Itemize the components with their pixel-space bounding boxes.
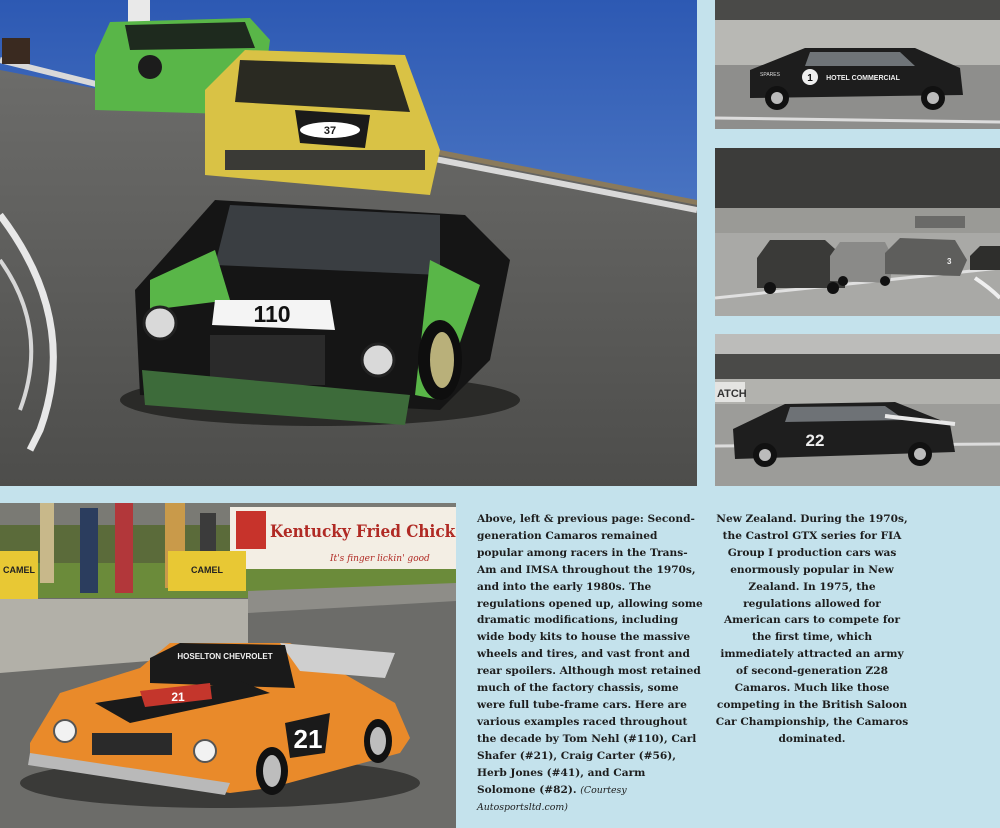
hood-number: 21	[171, 690, 185, 704]
billboard-text: Kentucky Fried Chick	[270, 521, 456, 542]
bw-photo-car-22	[715, 334, 1000, 486]
camel-banner-left	[0, 551, 38, 599]
bw-photo-2-illustration	[715, 148, 1000, 316]
bw-photo-1-illustration	[715, 0, 1000, 129]
billboard-subtext: It's finger lickin' good	[330, 554, 430, 564]
yellow-car-number: 37	[323, 125, 337, 137]
main-race-illustration	[0, 0, 697, 486]
caption-right-text: New Zealand. During the 1970s, the Castrol GTX series for FIA Group I production cars was enormously popular in New Zealand. In 1975, the regulations allowed for American cars to compete for the first time, which immediately attracted an army of second-generation Z28 Camaros. Much like those competing in the British Saloon Car Championship, the Camaros dominated.	[715, 513, 909, 745]
bw-photo-hotel-commercial	[715, 0, 1000, 129]
bw1-fender-text: SPARES	[760, 72, 780, 78]
camel-banner-text-2: CAMEL	[191, 565, 223, 575]
caption-right	[714, 511, 910, 748]
caption-left-text: Above, left & previous page: Second-generation Camaros remained popular among racers in the Trans-Am and IMSA throughout the 1970s, and into the early 1980s. The regulations opened up, allowing some dramatic modifications, including wide body kits to house the massive wheels and tires, and vast front and rear spoilers. Although most retained much of the factory chassis, some were full tube-frame cars. Here are various examples raced throughout the decade by Tom Nehl (#110), Carl Shafer (#21), Craig Carter (#56), Herb Jones (#41), and Carm Solomone (#82).	[477, 513, 703, 796]
bw1-car-number: 1	[807, 73, 813, 84]
bw1-door-text: HOTEL COMMERCIAL	[826, 75, 900, 82]
bw-photo-pack-racing	[715, 148, 1000, 316]
camel-banner-text-1: CAMEL	[3, 565, 35, 575]
bw-photo-3-illustration	[715, 334, 1000, 486]
main-car-number: 110	[253, 301, 291, 327]
door-number: 21	[293, 724, 323, 754]
yellow-camaro	[205, 50, 440, 195]
bw2-car-number: 3	[947, 257, 952, 266]
photo-credit: (Courtesy Autosportsltd.com)	[477, 784, 627, 814]
orange-photo-illustration	[0, 503, 456, 828]
windshield-banner-text: HOSELTON CHEVROLET	[177, 652, 273, 661]
bw3-sign-text: ATCH	[717, 388, 747, 400]
main-race-photo	[0, 0, 697, 486]
bw3-car-number: 22	[805, 431, 825, 450]
orange-camaro-photo	[0, 503, 456, 828]
caption-left	[477, 511, 705, 817]
